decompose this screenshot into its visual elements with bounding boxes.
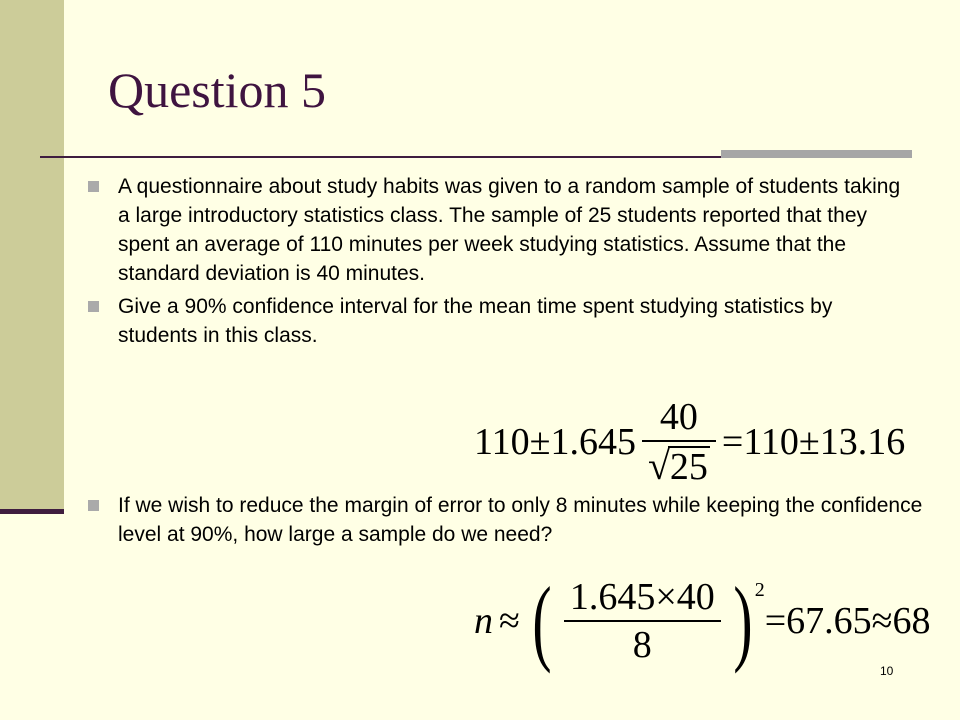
fraction-numerator: 40 <box>659 396 698 438</box>
fraction <box>564 576 721 667</box>
side-band-tick <box>0 509 64 514</box>
right-paren: ) <box>733 567 753 674</box>
square-root-icon: √ <box>647 443 670 488</box>
fraction-denominator <box>642 442 716 486</box>
approx-symbol: ≈ <box>499 600 520 643</box>
radicand: 25 <box>669 446 708 488</box>
confidence-interval-formula <box>474 398 905 486</box>
square-bullet-icon <box>88 181 99 192</box>
variable-n: n <box>474 600 493 643</box>
bullet-item-confidence-interval <box>88 292 916 350</box>
formula-right: =110±13.16 <box>721 421 906 463</box>
title-rule-accent <box>721 150 912 158</box>
square-bullet-icon <box>88 301 99 312</box>
bullet-text: If we wish to reduce the margin of error to only 8 minutes while keeping the confidence level at 90%, how large a sample do we need? <box>118 494 923 546</box>
fraction <box>642 398 716 486</box>
bullet-item-sample-size <box>88 491 946 549</box>
bullet-text: A questionnaire about study habits was given to a random sample of students taking a large introductory statistics class. The sample of 25 students reported that they spent an average of 110 minutes per week studying statistics. Assume that the standard deviation is 40 minutes. <box>118 175 901 285</box>
slide-title: Question 5 <box>108 62 327 118</box>
side-band <box>0 0 64 512</box>
bullet-list <box>88 172 916 350</box>
left-paren: ( <box>532 567 552 674</box>
square-bullet-icon <box>88 500 99 511</box>
formula-right: =67.65≈68 <box>764 600 931 643</box>
fraction-numerator: 1.645×40 <box>569 576 715 619</box>
formula-left: 110±1.645 <box>474 421 636 463</box>
exponent: 2 <box>754 579 765 601</box>
bullet-text: Give a 90% confidence interval for the mean time spent studying statistics by students in this class. <box>118 295 833 347</box>
page-number: 10 <box>880 664 894 678</box>
bullet-item-questionnaire <box>88 172 916 288</box>
fraction-denominator: 8 <box>632 624 652 667</box>
